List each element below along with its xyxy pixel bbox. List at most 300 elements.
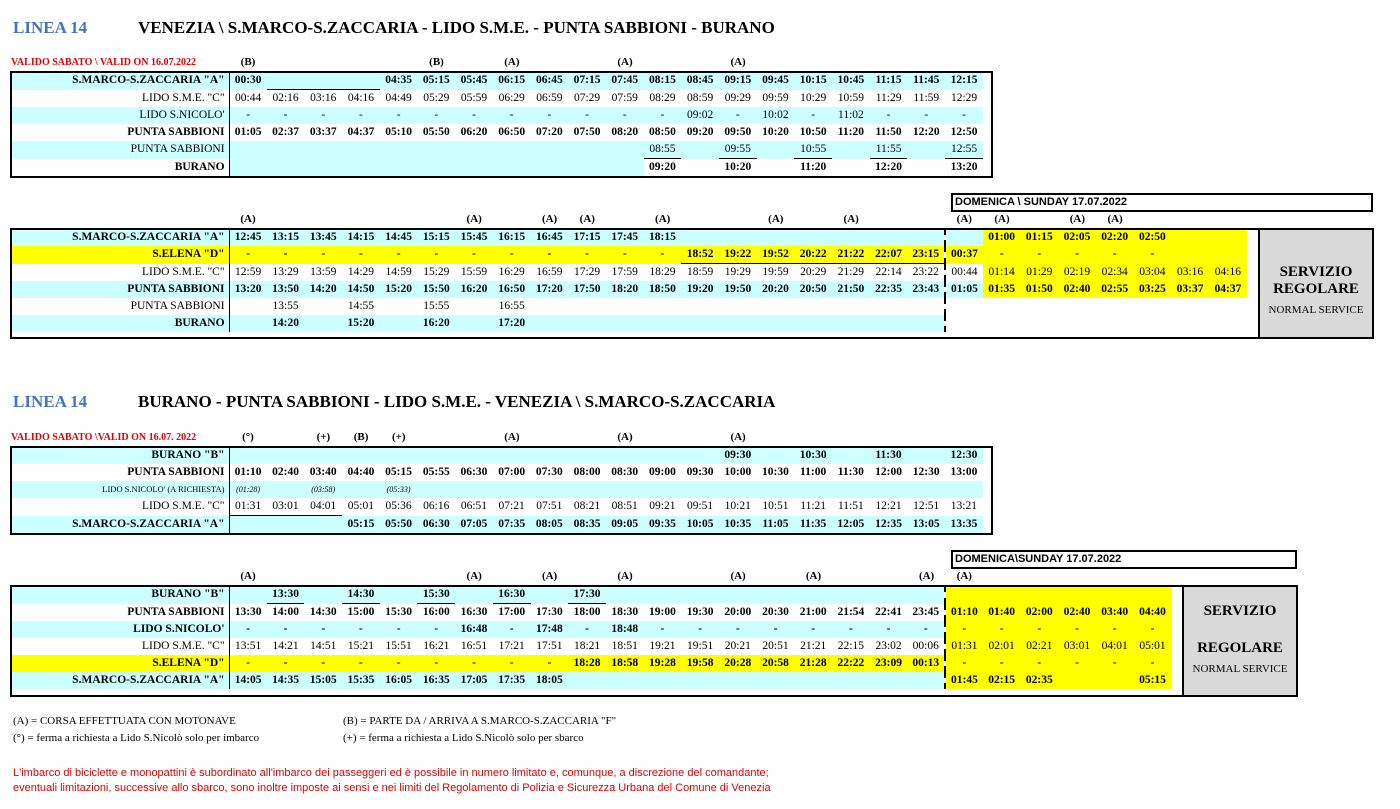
departure-time: 18:30 — [606, 604, 644, 622]
departure-time: 04:16 — [1209, 264, 1247, 282]
departure-time — [870, 586, 908, 604]
departure-time: 11:02 — [832, 107, 870, 124]
departure-time: 00:13 — [907, 655, 945, 672]
departure-time: 12:35 — [870, 516, 908, 534]
departure-time: - — [229, 107, 267, 124]
departure-time: - — [493, 107, 531, 124]
departure-time: 18:00 — [568, 604, 606, 622]
departure-time — [229, 586, 267, 604]
departure-time — [644, 672, 682, 689]
departure-time: 06:16 — [417, 498, 455, 516]
departure-time: 19:20 — [681, 281, 719, 298]
departure-time: 04:01 — [304, 498, 342, 516]
departure-time: 11:00 — [794, 464, 832, 481]
timetable-row — [11, 447, 983, 464]
departure-time: 05:50 — [380, 516, 418, 534]
timetable-row — [11, 298, 1247, 315]
departure-time: 00:44 — [945, 264, 983, 282]
departure-time — [342, 72, 380, 90]
valid-date: VALIDO SABATO \ VALID ON 16.07.2022 — [11, 57, 196, 68]
departure-time — [568, 315, 606, 332]
timetable-row — [11, 90, 983, 108]
departure-time — [757, 159, 795, 177]
departure-time: 16:50 — [493, 281, 531, 298]
departure-time: 04:01 — [1096, 638, 1134, 655]
departure-time: 01:15 — [1020, 229, 1058, 246]
departure-time: 10:05 — [681, 516, 719, 534]
departure-time: 11:35 — [794, 516, 832, 534]
timetable-row — [11, 655, 1172, 672]
departure-time: 17:30 — [568, 586, 606, 604]
ride-mark: (A) — [918, 570, 935, 582]
departure-time: 03:40 — [304, 464, 342, 481]
departure-time: - — [229, 655, 267, 672]
departure-time — [606, 298, 644, 315]
departure-time: 16:51 — [455, 638, 493, 655]
departure-time — [531, 586, 569, 604]
departure-time — [1209, 229, 1247, 246]
sunday-label-return: DOMENICA\SUNDAY 17.07.2022 — [951, 550, 1297, 569]
departure-time: 17:15 — [568, 229, 606, 246]
departure-time: 06:15 — [493, 72, 531, 90]
departure-time: 16:45 — [531, 229, 569, 246]
departure-time — [304, 159, 342, 177]
departure-time — [870, 315, 908, 332]
valid-date-return: VALIDO SABATO \VALID ON 16.07. 2022 — [11, 432, 197, 443]
departure-time: 20:28 — [719, 655, 757, 672]
departure-time: 14:00 — [267, 604, 305, 622]
departure-time: 02:40 — [267, 464, 305, 481]
departure-time: 07:05 — [455, 516, 493, 534]
departure-time — [907, 586, 945, 604]
departure-time: 02:55 — [1096, 281, 1134, 298]
departure-time: - — [983, 655, 1021, 672]
departure-time: 17:48 — [531, 621, 569, 638]
departure-time: 06:29 — [493, 90, 531, 108]
departure-time: 03:37 — [304, 124, 342, 141]
departure-time: 20:20 — [757, 281, 795, 298]
departure-time: - — [1020, 655, 1058, 672]
stop-name: PUNTA SABBIONI — [11, 281, 229, 298]
departure-time: 20:21 — [719, 638, 757, 655]
departure-time: 07:30 — [531, 464, 569, 481]
departure-time — [380, 586, 418, 604]
departure-time: 03:25 — [1134, 281, 1172, 298]
ride-mark: (A) — [617, 570, 633, 582]
departure-time: - — [757, 621, 795, 638]
departure-time: 07:20 — [531, 124, 569, 141]
departure-time — [945, 298, 983, 315]
departure-time — [681, 159, 719, 177]
departure-time: 10:30 — [757, 464, 795, 481]
departure-time: 01:00 — [983, 229, 1021, 246]
departure-time: - — [229, 246, 267, 264]
departure-time: 20:30 — [757, 604, 795, 622]
stop-name: LIDO S.M.E. "C" — [11, 498, 229, 516]
departure-time: - — [1020, 621, 1058, 638]
departure-time: 10:51 — [757, 498, 795, 516]
departure-time: 18:21 — [568, 638, 606, 655]
departure-time — [945, 229, 983, 246]
departure-time: 18:05 — [531, 672, 569, 689]
departure-time: - — [644, 107, 682, 124]
departure-time — [719, 586, 757, 604]
departure-time: 02:21 — [1020, 638, 1058, 655]
departure-time: 02:20 — [1096, 229, 1134, 246]
departure-time: 17:30 — [531, 604, 569, 622]
departure-time: 17:29 — [568, 264, 606, 282]
departure-time: 07:45 — [606, 72, 644, 90]
departure-time — [380, 159, 418, 177]
departure-time: 19:50 — [719, 281, 757, 298]
departure-time: 14:21 — [267, 638, 305, 655]
departure-time: 01:31 — [945, 638, 983, 655]
departure-time — [267, 447, 305, 464]
bike-note-line-2: eventuali limitazioni, successive allo sbarco, sono inoltre imposte ai sensi e nei limiti del Regolamento di Polizia e Sicurezza Urbana del Comune di Venezia — [13, 782, 771, 794]
departure-time: 22:15 — [832, 638, 870, 655]
departure-time: 22:22 — [832, 655, 870, 672]
departure-time: 09:02 — [681, 107, 719, 124]
ride-mark: (A) — [805, 570, 822, 582]
ride-mark: (A) — [617, 56, 633, 68]
departure-time: 13:20 — [229, 281, 267, 298]
departure-time — [568, 298, 606, 315]
departure-time: 17:51 — [531, 638, 569, 655]
departure-time — [794, 481, 832, 498]
departure-time — [945, 315, 983, 332]
departure-time: 08:50 — [644, 124, 682, 141]
departure-time: 00:44 — [229, 90, 267, 108]
ride-mark: (A) — [843, 213, 859, 225]
departure-time: - — [380, 655, 418, 672]
departure-time: 14:45 — [380, 229, 418, 246]
departure-time: 17:20 — [531, 281, 569, 298]
departure-time: 12:59 — [229, 264, 267, 282]
stop-name: S.ELENA "D" — [11, 246, 229, 264]
stop-name: LIDO S.NICOLO' — [11, 107, 229, 124]
departure-time: 23:43 — [907, 281, 945, 298]
departure-time: 05:45 — [455, 72, 493, 90]
ride-mark: (B) — [429, 56, 444, 68]
departure-time: 01:31 — [229, 498, 267, 516]
departure-time: 08:30 — [606, 464, 644, 481]
departure-time: 06:59 — [531, 90, 569, 108]
departure-time — [267, 481, 305, 498]
departure-time — [757, 586, 795, 604]
departure-time — [1096, 298, 1134, 315]
departure-time: 01:10 — [945, 604, 983, 622]
bike-note-line-1: L'imbarco di biciclette e monopattini è subordinato all'imbarco dei passeggeri ed è possibile in numero limitato e, comunque, a discrezione del comandante; — [13, 767, 769, 779]
departure-time: 16:15 — [493, 229, 531, 246]
departure-time: 02:00 — [1020, 604, 1058, 622]
departure-time — [644, 586, 682, 604]
departure-time — [1171, 229, 1209, 246]
route-title: VENEZIA \ S.MARCO-S.ZACCARIA - LIDO S.M.E. - PUNTA SABBIONI - BURANO — [138, 18, 775, 37]
departure-time: 01:35 — [983, 281, 1021, 298]
timetable-row — [11, 672, 1172, 689]
departure-time: - — [832, 621, 870, 638]
departure-time: 21:54 — [832, 604, 870, 622]
departure-time: 02:15 — [983, 672, 1021, 689]
departure-time: 16:20 — [455, 281, 493, 298]
departure-time: 04:40 — [1134, 604, 1172, 622]
departure-time: 00:37 — [945, 246, 983, 264]
departure-time: 21:28 — [794, 655, 832, 672]
departure-time: 13:20 — [945, 159, 983, 177]
departure-time: 17:45 — [606, 229, 644, 246]
sunday-label: DOMENICA \ SUNDAY 17.07.2022 — [951, 193, 1373, 212]
departure-time — [832, 315, 870, 332]
normal-service-box — [1258, 230, 1372, 337]
departure-time — [681, 141, 719, 159]
departure-time: 11:51 — [832, 498, 870, 516]
departure-time: 17:00 — [493, 604, 531, 622]
legend-deg: (°) = ferma a richiesta a Lido S.Nicolò solo per imbarco — [13, 732, 260, 744]
departure-time: 05:36 — [380, 498, 418, 516]
departure-time: - — [380, 107, 418, 124]
departure-time: 14:30 — [342, 586, 380, 604]
departure-time: - — [493, 621, 531, 638]
departure-time: 07:35 — [493, 516, 531, 534]
departure-time: 02:35 — [1020, 672, 1058, 689]
service-label-2: REGOLARE — [1273, 281, 1359, 297]
departure-time: 14:35 — [267, 672, 305, 689]
departure-time: - — [267, 655, 305, 672]
departure-time — [531, 141, 569, 159]
departure-time: - — [229, 621, 267, 638]
departure-time: 09:29 — [719, 90, 757, 108]
departure-time: - — [681, 621, 719, 638]
departure-time: 05:01 — [342, 498, 380, 516]
departure-time — [380, 447, 418, 464]
departure-time — [455, 298, 493, 315]
departure-time: 12:30 — [907, 464, 945, 481]
departure-time: 08:35 — [568, 516, 606, 534]
departure-time: 23:45 — [907, 604, 945, 622]
departure-time: 02:40 — [1058, 281, 1096, 298]
departure-time: - — [1096, 246, 1134, 264]
departure-time: 16:55 — [493, 298, 531, 315]
departure-time: 10:20 — [757, 124, 795, 141]
departure-time: 20:50 — [794, 281, 832, 298]
departure-time: - — [1134, 655, 1172, 672]
stop-name: S.MARCO-S.ZACCARIA "A" — [11, 516, 229, 534]
departure-time — [1058, 672, 1096, 689]
departure-time: 19:59 — [757, 264, 795, 282]
departure-time: 14:29 — [342, 264, 380, 282]
departure-time: 16:20 — [417, 315, 455, 332]
departure-time — [832, 447, 870, 464]
departure-time: 10:59 — [832, 90, 870, 108]
departure-time: - — [1020, 246, 1058, 264]
departure-time — [945, 481, 983, 498]
departure-time — [757, 481, 795, 498]
departure-time: 11:15 — [870, 72, 908, 90]
departure-time: - — [1096, 621, 1134, 638]
departure-time: 09:51 — [681, 498, 719, 516]
departure-time: - — [531, 107, 569, 124]
departure-time — [531, 315, 569, 332]
line-title: LINEA 14 — [13, 18, 88, 37]
ride-mark: (A) — [466, 570, 482, 582]
departure-time: 07:51 — [531, 498, 569, 516]
stop-name: PUNTA SABBIONI — [11, 298, 229, 315]
departure-time: 11:30 — [832, 464, 870, 481]
departure-time: 13:50 — [267, 281, 305, 298]
stop-name: BURANO — [11, 315, 229, 332]
departure-time — [493, 481, 531, 498]
stop-name: LIDO S.M.E. "C" — [11, 90, 229, 108]
departure-time: 08:21 — [568, 498, 606, 516]
departure-time: 12:51 — [907, 498, 945, 516]
departure-time: 13:59 — [304, 264, 342, 282]
departure-time: 01:29 — [1020, 264, 1058, 282]
departure-time: 04:40 — [342, 464, 380, 481]
ride-mark: (A) — [504, 431, 520, 443]
departure-time: 19:51 — [681, 638, 719, 655]
ride-mark: (A) — [504, 56, 520, 68]
departure-time: 12:05 — [832, 516, 870, 534]
departure-time — [870, 481, 908, 498]
departure-time: 09:30 — [719, 447, 757, 464]
departure-time — [380, 141, 418, 159]
departure-time: - — [417, 107, 455, 124]
departure-time — [455, 315, 493, 332]
departure-time: - — [1134, 246, 1172, 264]
timetable-row — [11, 72, 983, 90]
departure-time — [1209, 298, 1247, 315]
ride-mark: (A) — [579, 213, 595, 225]
departure-time — [907, 481, 945, 498]
departure-time: 10:55 — [794, 141, 832, 159]
departure-time: - — [870, 621, 908, 638]
departure-time — [983, 315, 1021, 332]
departure-time — [342, 141, 380, 159]
departure-time — [417, 447, 455, 464]
departure-time: 01:50 — [1020, 281, 1058, 298]
departure-time — [719, 229, 757, 246]
departure-time: 10:30 — [794, 447, 832, 464]
departure-time: (03:58) — [304, 481, 342, 498]
departure-time: 20:00 — [719, 604, 757, 622]
departure-time — [644, 481, 682, 498]
service-label-2: REGOLARE — [1197, 640, 1283, 656]
departure-time: 09:20 — [681, 124, 719, 141]
departure-time: 16:00 — [417, 604, 455, 622]
departure-time: 07:15 — [568, 72, 606, 90]
service-label-3: NORMAL SERVICE — [1268, 304, 1364, 316]
ride-mark: (A) — [730, 570, 746, 582]
departure-time: 13:45 — [304, 229, 342, 246]
departure-time: 03:40 — [1096, 604, 1134, 622]
departure-time — [832, 672, 870, 689]
departure-time — [757, 141, 795, 159]
departure-time: 02:19 — [1058, 264, 1096, 282]
departure-time — [907, 447, 945, 464]
departure-time — [1058, 315, 1096, 332]
departure-time: 13:29 — [267, 264, 305, 282]
departure-time — [455, 159, 493, 177]
departure-time: - — [380, 621, 418, 638]
departure-time: 11:20 — [794, 159, 832, 177]
departure-time: 18:51 — [606, 638, 644, 655]
departure-time: 11:30 — [870, 447, 908, 464]
departure-time: 16:21 — [417, 638, 455, 655]
departure-time: 06:30 — [455, 464, 493, 481]
departure-time — [832, 159, 870, 177]
departure-time: - — [342, 655, 380, 672]
departure-time — [606, 447, 644, 464]
departure-time: 18:48 — [606, 621, 644, 638]
departure-time — [945, 586, 983, 604]
departure-time: 02:16 — [267, 90, 305, 108]
departure-time: - — [267, 107, 305, 124]
departure-time: 18:28 — [568, 655, 606, 672]
departure-time — [380, 298, 418, 315]
departure-time: 19:29 — [719, 264, 757, 282]
departure-time: 18:59 — [681, 264, 719, 282]
departure-time: 22:14 — [870, 264, 908, 282]
departure-time — [342, 447, 380, 464]
timetable-row — [11, 498, 983, 516]
timetable-saturday-return-late — [11, 586, 1172, 689]
departure-time — [907, 159, 945, 177]
departure-time: 01:45 — [945, 672, 983, 689]
departure-time: 09:50 — [719, 124, 757, 141]
legend-b: (B) = PARTE DA / ARRIVA A S.MARCO-S.ZACCARIA "F" — [343, 715, 617, 727]
departure-time — [493, 447, 531, 464]
ride-mark: (A) — [466, 213, 482, 225]
departure-time: 12:20 — [870, 159, 908, 177]
departure-time: 04:49 — [380, 90, 418, 108]
departure-time: - — [304, 107, 342, 124]
departure-time: 04:37 — [342, 124, 380, 141]
departure-time — [1058, 298, 1096, 315]
departure-time: 11:20 — [832, 124, 870, 141]
departure-time — [1134, 298, 1172, 315]
departure-time: - — [945, 621, 983, 638]
departure-time — [304, 298, 342, 315]
stop-name: S.MARCO-S.ZACCARIA "A" — [11, 229, 229, 246]
departure-time: - — [267, 246, 305, 264]
ride-mark: (+) — [391, 431, 406, 443]
departure-time — [493, 141, 531, 159]
departure-time: 23:09 — [870, 655, 908, 672]
departure-time: 02:40 — [1058, 604, 1096, 622]
departure-time: 07:29 — [568, 90, 606, 108]
departure-time: - — [417, 246, 455, 264]
departure-time — [229, 141, 267, 159]
departure-time: 04:35 — [380, 72, 418, 90]
departure-time — [304, 516, 342, 534]
departure-time: - — [304, 655, 342, 672]
departure-time: - — [870, 107, 908, 124]
departure-time: 23:15 — [907, 246, 945, 264]
departure-time — [1096, 672, 1134, 689]
departure-time: - — [1134, 621, 1172, 638]
departure-time: 12:50 — [945, 124, 983, 141]
departure-time — [304, 586, 342, 604]
timetable-row — [11, 229, 1247, 246]
departure-time: 16:30 — [455, 604, 493, 622]
departure-time: - — [531, 246, 569, 264]
departure-time: 21:00 — [794, 604, 832, 622]
departure-time — [304, 447, 342, 464]
departure-time: - — [455, 655, 493, 672]
departure-time — [1209, 315, 1247, 332]
departure-time: 07:21 — [493, 498, 531, 516]
departure-time: 19:22 — [719, 246, 757, 264]
